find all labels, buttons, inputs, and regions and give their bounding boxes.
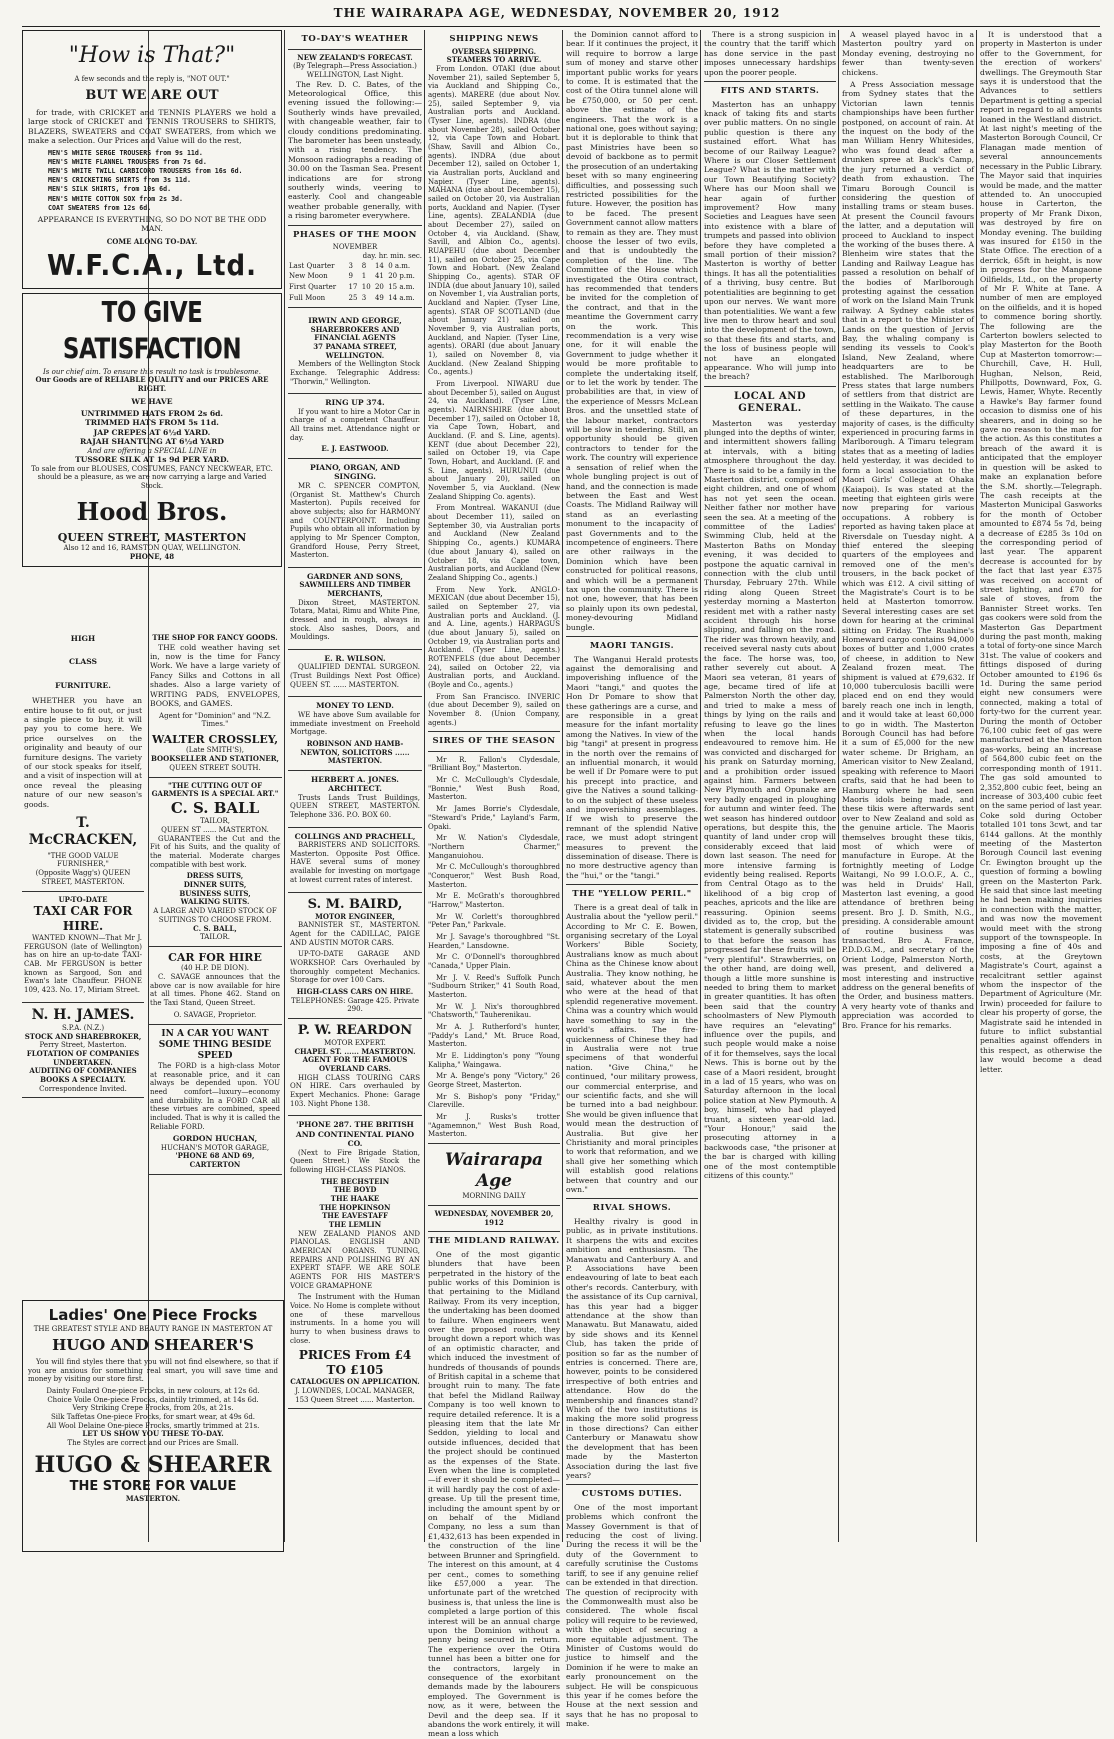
article-body: A Press Association message from Sydney states that the Victorian lawn tennis championships have been further postponed, on account of rain. At the inquest on the body of the man William Henry Whitesides, who was found dead after a drunken spree at Buck's Camp, the jury returned a verdict of death from exhaustion. The Timaru Borough Council is considering the question of installing trams or steam buses. At present the Council favours the latter, and a deputation will proceed to Auckland to inspect the working of the buses there. A Blenheim wire states that the Landing and Railway League has passed a resolution on behalf of the bodies of Marlborough protesting against the cessation of work on the Island Main Trunk railway. A Sydney cable states that in a report to the Minister of Lands on the question of Jervis Bay, the whaling company is sending its vessels to Cook's Island, New Zealand, where headquarters are to be established. The Marlborough Press states that large numbers of settlers from that district are settling in the Waikato. The cause of these departures, in the majority of cases, is the difficulty experienced in procuring farms in Marlborough. A Timaru telegram states that as a meeting of ladies held yesterday, it was decided to form a local association to the Maori Girls' College at Ohaka (Kaiapoi). Is was stated at the meeting that eighteen girls were now preparing for various occupations. A robbery is reported as having taken place at Riversdale on Tuesday night. A thief entered the sleeping quarters of the employees and removed one of the men's trousers, in the back pocket of which was £12. A civil sitting of the Magistrate's Court is to be held at Masterton tomorrow. Several interesting cases are set down for hearing at the criminal sitting on Friday. The Ruahine's Homeward cargo contains 94,000 boxes of butter and 1,000 crates of cheese, in addition to New Zealand frozen meat. The shipment is valued at £79,632. If 10,000 tuberculosis bacilli were placed end on end they would barely reach one inch in length, and it would take at least 60,000 to go in width. The Masterton Borough Council has had before it a sum of £5,000 for the new water scheme. Dr Brigham, an American visitor to New Zealand, speaking with reference to Maori crafts, said that he had been to Hamburg where he had seen Maoris idols being made, and these tikis were afterwards sent over to New Zealand and sold as the genuine article. The Maoris themselves brought these tikis, most of which were of manufacture in Europe. At the fortnightly meeting of Lodge Waitangi, No 99 I.O.O.F., A. C., was held in Druids' Hall, Masterton last evening, a good attendance of brethren being present. Bro J. D. Smith, N.G., presiding. A considerable amount of routine business was transacted. Bro A. France, P.D.D.G.M., and secretary of the Orient Lodge, Palmerston North, was present, and delivered a most interesting and instructive address on the general benefits of the Order, and business matters. A very hearty vote of thanks and appreciation was accorded to Bro. France for his remarks. (842, 80, 974, 1030)
ad-line: QUEEN STREET SOUTH. (169, 763, 261, 772)
ad-line: HIGH (70, 634, 96, 643)
ad-title: N. H. JAMES. (31, 1006, 135, 1023)
ad-line: DINNER SUITS, (183, 880, 247, 890)
column-2-lower (148, 630, 282, 1175)
ad-body: WANTED KNOWN—That Mr J. FERGUSON (late of Wellington) has on hire an up-to-date TAXI-CAB. Mr FERGUSON is better known as Sargood, Son and Ewan's late Chauffeur. PHONE 109, 423. No. 17, Miriam Street. (24, 933, 142, 994)
ad-body: HIGH CLASS TOURING CARS ON HIRE. Cars overhauled by Expert Mechanics. Phone: Garage 103. Night Phone 138. (290, 1073, 420, 1108)
list-item: Mr W. J. Nix's thoroughbred "Chatsworth," Tauherenikau. (428, 1002, 560, 1020)
moon-month: NOVEMBER (332, 243, 378, 252)
list-item: MEN'S SILK SHIRTS, from 10s 6d. (48, 185, 172, 194)
ad-body: UP-TO-DATE GARAGE AND WORKSHOP. Cars Overhauled by thoroughly competent Mechanics. Storage for over 100 Cars. (290, 950, 420, 985)
ad-line: 37 PANAMA STREET, WELLINGTON. (313, 341, 397, 360)
hood-phone: PHONE, 48 (129, 551, 175, 561)
hugo-logo: HUGO AND SHEARER'S (52, 1336, 254, 1355)
ad-body: You will find styles there that you will not find elsewhere, so that if you are anxious for something real smart, you will save time and money by visiting our store first. (28, 1357, 278, 1384)
ad-line: CHAPEL ST. ...... MASTERTON. (294, 1046, 416, 1056)
ad-line: E. J. EASTWOOD. (321, 444, 389, 454)
ad-title: P. W. REARDON (297, 1023, 413, 1038)
list-item: MEN'S WHITE FLANNEL TROUSERS from 7s 6d. (48, 157, 207, 166)
ad-line: (40 H.P. DE DION). (180, 964, 250, 973)
ad-line: AGENT FOR THE FAMOUS OVERLAND CARS. (302, 1055, 408, 1074)
ad-title: IRWIN AND GEORGE, (308, 316, 402, 326)
table-row: First Quarter 17 10 20 15 a.m. (289, 282, 415, 291)
moon-table (288, 261, 422, 304)
column-rule (976, 30, 977, 1542)
mccracken-slogan: "THE GOOD VALUE FURNISHER," (47, 851, 119, 869)
column-3 (288, 30, 422, 1542)
column-5 (566, 30, 699, 1729)
piano-co-ad (288, 1116, 422, 1409)
ad-body: BANNISTER ST., MASTERTON. Agent for the CADILLAC, PAIGE AND AUSTIN MOTOR CARS. (290, 921, 420, 947)
ad-line: Correspondence Invited. (39, 1084, 127, 1093)
ad-line: Agent for "Dominion" and "N.Z. Times." (159, 711, 271, 729)
ad-line: UNTRIMMED HATS FROM 2s 6d. (80, 409, 224, 419)
satisfaction-ad (22, 293, 282, 568)
list-item: THE BOYD (333, 1185, 377, 1195)
byline: (By Telegraph—Press Association.) (293, 62, 417, 71)
ad-body: WE have above Sum available for immediate investment on Freehold Mortgage. (290, 710, 420, 737)
ad-line: The Styles are correct and our Prices are Small. (67, 1438, 239, 1447)
list-item: Dainty Foulard One-piece Frocks, in new colours, at 12s 6d. (46, 1386, 260, 1395)
wilson-ad (288, 650, 422, 697)
ad-title: Ladies' One Piece Frocks (48, 1306, 258, 1324)
ad-line: MASTERTON. (125, 1493, 181, 1503)
ad-line: TAILOR. (200, 933, 230, 942)
column-rule (838, 30, 839, 1542)
column-7 (842, 30, 974, 1542)
ad-line: Perry Street, Masterton. (39, 1041, 127, 1050)
irwin-ad (288, 312, 422, 394)
article-body: One of the most gigantic blunders that have been perpetrated in the history of the public works of this Dominion is that pertaining to the Midland Railway. From its very inception, the undertaking has been doomed to failure. When engineers went over the proposed route, they brought down a report which was of an optimistic character, and which induced the investment of hundreds of thousands of pounds of British capital in a scheme that brought ruin to many. The fate that befel the Midland Railway Company is too well known to require detailed reference. It is a pleasing item that the late Mr Seddon, yielding to local and outside influences, decided that the project should be continued as the expenses of the State. Even when the line is completed—if ever it should be completed—it will hardly pay the cost of axle-grease. Up till the present time, including the amount spent by or on behalf of the Midland Company, no less a sum than £1,432,613 has been expended in the construction of the line between Brunner and Springfield. The interest on this amount, at 4 per cent., comes to something like £57,000 a year. The unfortunate part of the wretched business is, that unless the line is completed a large portion of this interest will be an annual charge upon the Dominion without a penny being secured in return. The experience over the Otira tunnel has been a bitter one for the contractors, largely in consequence of the exorbitant demands made by the labourers employed. The Government is now, as it were, between the Devil and the deep sea. If it abandons the work entirely, it will mean a loss which (428, 1249, 560, 1739)
ad-title: C. S. BALL (170, 798, 260, 817)
ford-ad (148, 1025, 282, 1175)
ad-body: If you want to hire a Motor Car in charge of a competent Chauffeur. All trains met. Attendance night or day. (290, 407, 420, 442)
ad-line: HUCHAN'S MOTOR GARAGE, (160, 1143, 270, 1152)
fancy-goods-ad (148, 630, 282, 778)
column-4 (428, 30, 560, 1739)
article-body: Masterton was yesterday plunged into the depths of winter, and intermittent showers falling at intervals, with a biting atmosphere throughout the day. There is said to be a family in the Masterton district, composed of eight children, and one of whom has not yet seen the ocean. Neither father nor mother have seen the sea. At a meeting of the committee of the Ladies' Swimming Club, held at the Masterton Baths on Monday evening, it was decided to postpone the aquatic carnival in connection with the club until Thursday, February 27th. While riding along Queen Street yesterday morning a Masterton resident met with a rather nasty accident through his horse slipping, and falling on the road. The rider was thrown heavily, and received several nasty cuts about the face. The horse was, too, rather severely cut about. A Maori sea veteran, 81 years of age, became tired of life at Palmerston North the other day, and tried to make a mess of things by lying on the rails and refusing to leave go the lines when the local hands endeavoured to remove him. He was convicted and discharged for his prank on Saturday morning, and a prohibition order issued against him. Farmers between New Plymouth and Opunake are very badly engaged in ploughing for autumn and winter feed. The wet season has hindered outdoor operations, but despite this, the quantity of land under crop will considerably exceed that laid down last season. The need for more intensive farming is evidently being realised. Reports from Central Otago as to the likelihood of a big crop of peaches, apricots and the like are reassuring. Opinion seems divided as to, the crop, but the statement is generally subscribed to that before the season has progressed far these fruits will be "very plentiful". Strawberries, on the other hand, are doing well, though a little more sunshine is needed to bring them to market in greater quantities. It has often been said that the country schoolmasters of New Plymouth have requires an "elevating" influence over the pupils, and such people would make a noise of it for themselves, says the local News. This is borne out by the case of a Maori resident, brought in a lad of 15 years, who was on Saturday afternoon in the local police station at New Plymouth. A boy, himself, who had played truant, a sixteen year-old lad. "Your Honour," said the prosecuting attorney in a backwoods case, "the prisoner at the bar is charged with killing one of the most contemptible citizens of this county." (704, 418, 836, 1181)
baird-ad (288, 893, 422, 1020)
ad-heading: THE SHOP FOR FANCY GOODS. (152, 633, 278, 642)
reardon-ad (288, 1019, 422, 1116)
ad-line: "THE CUTTING OUT OF GARMENTS IS A SPECIAL ART." (151, 780, 279, 799)
ad-line: BUSINESS SUITS, (179, 888, 251, 898)
list-item: COAT SWEATERS from 12s 6d. (48, 203, 152, 212)
section-heading: SIRES OF THE SEASON (432, 736, 556, 747)
sub-heading: OVERSEA SHIPPING. (451, 46, 537, 56)
article-heading: LOCAL AND GENERAL. (733, 390, 807, 415)
list-item: THE LEMLIN (328, 1220, 382, 1230)
ad-line: TUSSORE SILK AT 1s 9d PER YARD. (75, 455, 229, 465)
ad-line: 'PHONE 68 AND 69, CARTERTON (175, 1151, 255, 1170)
masthead: THE WAIRARAPA AGE, WEDNESDAY, NOVEMBER 20, 1912 (333, 6, 781, 20)
ad-body: The Instrument with the Human Voice. No Home is complete without one of these marvellous instruments. In a home you will hurry to when business draws to close. (290, 1293, 420, 1345)
ad-title: CAR FOR HIRE (168, 950, 262, 964)
paper-date: WEDNESDAY, NOVEMBER 20, 1912 (434, 1208, 554, 1227)
ad-line: S.P.A. (N.Z.) (61, 1023, 105, 1032)
article-body: There is a strong suspicion in the country that the tariff which has done service in the past imposes unnecessary hardships upon the poorer people. (704, 30, 836, 77)
ad-body: WHETHER you have an entire house to fit out, or just a single piece to buy, it will pay you to come here. We price ourselves on the originality and beauty of our furniture designs. The variety of our stock speaks for itself, and a visit of inspection will at once reveal the pleasing nature of our new season's goods. (24, 696, 142, 809)
ad-line: Our Goods are of RELIABLE QUALITY and our PRICES ARE RIGHT. (35, 375, 269, 393)
ad-body: Members of the Wellington Stock Exchange. Telegraphic Address: "Thorwin," Wellington. (290, 360, 420, 386)
list-item: Mr S. Bishop's pony "Friday," Clareville. (428, 1092, 560, 1110)
column-rule (700, 30, 701, 1542)
ad-line: Is our chief aim. To ensure this result no task is troublesome. (43, 367, 261, 376)
ad-body: (Next to Fire Brigade Station, Queen Street.) We Stock the following HIGH-CLASS PIANOS. (290, 1148, 420, 1175)
article-heading: RIVAL SHOWS. (592, 1203, 672, 1214)
sub-heading: NEW ZEALAND'S FORECAST. (297, 52, 413, 62)
wfca-logo: W.F.C.A., Ltd. (46, 249, 258, 283)
column-rule (562, 30, 563, 1542)
article-body: It is understood that a property in Masterton is under offer to the Government, for the erection of workers' dwellings. The Greymouth Star says it is understood that the Advances to settlers Department is getting a special report in regard to all amounts loaned in the Westland district. At last night's meeting of the Masterton Borough Council, Cr Flanagan made mention of several announcements necessary in the Public Library. The Mayor said that inquiries would be made, and the matter attended to. An unoccupied house in Carterton, the property of Mr Frank Dixon, was destroyed by fire on Monday evening. The building was insured for £150 in the State Office. The erection of a derrick, 65ft in height, is now in progress for the Mangaone Oilfields, Ltd., on the property of Mr F. White at Tane. A number of men are employed on the oilfields, and it is hoped to commence boring shortly. The following are the Carterton bowlers selected to play Masterton for the Booth Cup at Masterton tomorrow:—Churchill, Cave, H. Hull, Hughan, Nelson, Reid, Phillpotts, Downward, Fox, G. Lewis, Hamer, Whyte. Recently a Hawke's Bay farmer found occasion to dismiss one of his shearers, and in doing so he gave no reason to the man for the action. As this constitutes a breach of the award it is anticipated that the employer in question will be asked to make an explanation before the S.M. shortly.—Telegraph. The cash receipts at the Masterton Municipal Gasworks for the month of October amounted to £874 5s 7d, being a decrease of £285 3s 10d on the corresponding period of last year. The apparent decrease is accounted for by the fact that last year £375 was received on account of street lighting, and £70 for sale of stoves, from the Bannister Street works. Ten gas cookers were sold from the Masterton Gas Department during the past month, making a total of forty-one since March 31st. The value of cookers and fittings disposed of during October amounted to £196 6s 1d. During the same period eight new consumers were connected, making a total of forty-two for the current year. During the month of October 76,100 cubic feet of gas were manufactured at the Masterton gas-works, being an increase of 564,800 cubic feet on the corresponding month of 1911. The gas sold amounted to 2,352,800 cubic feet, being an increase of 303,400 cubic feet on the same period of last year. Coke sold during October totalled 101 tons 3cwt, and tar 6144 gallons. At the monthly meeting of the Masterton Borough Council last evening Cr. Ewington brought up the question of forming a bowling green on the Masterton Park. He said that since last meeting he had been making inquiries in connection with the matter, and was now the movement would meet with the strong support of the townspeople. In imposing a fine of 40s and costs, at the Greytown Magistrate's Court, against a recalcitrant settler against whom the inspector of the Department of Agriculture (Mr. Irwin) proceeded for failure to clear his property of gorse, the Magistrate said he intended in future to inflict substantial penalties against offenders in this respect, as otherwise the law would become a dead letter. (980, 30, 1102, 1074)
column-1a-lower (22, 630, 144, 1098)
list-item: Choice Voile One-piece Frocks, daintily trimmed, at 14s 6d. (47, 1395, 259, 1404)
list-item: Mr C. McCullough's Clydesdale, "Bonnie," West Bush Road, Masterton. (428, 776, 560, 802)
list-item: Mr W. Corlett's thoroughbred "Peter Pan," Parkvale. (428, 912, 560, 930)
ball-tailor-ad (148, 778, 282, 947)
article-body: From Montreal. WAKANUI (due about December 11), sailed on September 30, via Australian ports and Auckland (New Zealand Shipping Co., agents.) KUMARA (due about January 4), sailed on October 18, via Cape town, Australian ports, and Auckland (New Zealand Shipping Co., agents.) (428, 504, 560, 582)
column-8 (980, 30, 1102, 1542)
dateline: WELLINGTON, Last Night. (306, 70, 404, 79)
list-item: Mr C. O'Donnell's thoroughbred "Canada," Upper Plain. (428, 953, 560, 970)
list-item: Mr A. J. Rutherford's hunter, "Paddy's Land," Mt. Bruce Road, Masterton. (428, 1022, 560, 1049)
car-hire-ad (148, 947, 282, 1025)
ad-line: FURNITURE. (55, 680, 111, 690)
column-rule (284, 30, 285, 1542)
ad-heading: BUT WE ARE OUT (85, 87, 219, 103)
moon-columns: day. hr. min. sec. (362, 251, 422, 260)
ad-body: BARRISTERS AND SOLICITORS. Masterton. Opposite Post Office. HAVE several sums of money available for investing on mortgage at lowest current rates of interest. (290, 841, 420, 884)
article-body: Healthy rivalry is good in public, as in private institutions. It sharpens the wits and excites ambition and enthusiasm. The Manawatu and Canterbury A. and P. Associations have been endeavouring of late to beat each other's records. Canterbury, with the assistance of its Cup carnival, has this year had a bigger attendance at the show than Manawatu. But Manawatu, aided by side shows and its Kennel Club, has taken the pride of position so far as the number of entries is concerned. There are, however, points to be considered irrespective of both entries and attendance. How do the membership and finances stand? Which of the two institutions is making the more solid progress in those directions? Can either Canterbury or Manawatu show the development that has been made by the Masterton Association during the last five years? (566, 1216, 698, 1480)
article-body: There is a great deal of talk in Australia about the "yellow peril." According to Mr C. E. Bowen, organising secretary of the Loyal Workers' Bible Society, Australians know as much about China as the Chinese know about Australia. They know nothing, he said, whatever about the men who were at the head of that splendid regenerative movement. China was a country which would have something to say in the world's affairs. The fire-quickenness of Chinese they had in Australia were not true specimens of that wonderful nation. "Give China," he continued, "our military prowess, our commercial enterprise, and our scientific facts, and she will be turned into a bad neighbour. She would be given influence that would mean the destruction of Australia. But give her Christianity and moral principles to work that reformation, and we shall give her something which will establish good relations between that country and our own." (566, 902, 698, 1194)
collings-ad (288, 828, 422, 893)
list-item: Mr J. Savage's thoroughbred "St. Hearden," Lansdowne. (428, 932, 560, 950)
ad-line: J. LOWNDES, LOCAL MANAGER, (295, 1386, 415, 1395)
ad-line: RAJAH SHANTUNG AT 6½d YARD (80, 437, 224, 447)
price-list (28, 149, 276, 212)
james-ad (22, 1003, 144, 1099)
paper-subtitle: MORNING DAILY (462, 1192, 526, 1201)
article-heading: FITS AND STARTS. (720, 86, 820, 97)
section-heading: PHASES OF THE MOON (293, 229, 417, 240)
ad-title: "How is That?" (68, 43, 236, 68)
ad-title: 'PHONE 287. THE BRITISH AND CONTINENTAL PIANO CO. (295, 1120, 415, 1149)
article-heading: THE "YELLOW PERIL." (572, 889, 692, 900)
ad-slogan: THE STORE FOR VALUE (69, 1478, 237, 1494)
ad-line: UP-TO-DATE (58, 894, 108, 904)
list-item: Mr J. V. Reed's Suffolk Punch "Sudbourn Striker," 41 South Road, Masterton. (428, 973, 560, 999)
ad-title: RING UP 374. (325, 398, 385, 408)
ad-title: E. R. WILSON. (324, 654, 386, 664)
list-item: Silk Taffetas One-piece Frocks, for smart wear, at 49s 6d. (50, 1412, 256, 1421)
list-item: Mr W. Nation's Clydesdale, "Northern Charmer," Manganuiohou. (428, 834, 560, 860)
taxi-ad (22, 892, 144, 1003)
mccracken-address: (Opposite Wagg's) QUEEN STREET, MASTERTON. (35, 869, 131, 886)
ad-body: The FORD is a high-class Motor at reasonable price, and it can always be depended upon. YOU need comfort—luxury—economy and durability. In a FORD CAR all these virtues are combined, speed included. That is why it is called the Reliable FORD. (150, 1061, 280, 1131)
hood-bros-logo: Hood Bros. (76, 496, 228, 526)
ad-title: PIANO, ORGAN, AND SINGING. (309, 463, 400, 482)
ad-line: JAP CREPES AT 6½d YARD. (93, 427, 211, 437)
hood-address-2: Also 12 and 16, RAMSTON QUAY, WELLINGTON. (63, 544, 241, 553)
ad-line: DRESS SUITS, (186, 871, 244, 881)
ad-call: COME ALONG TO-DAY. (106, 236, 198, 246)
table-row: Last Quarter 3 8 14 0 a.m. (289, 261, 411, 270)
hugo-logo-large: HUGO & SHEARER (34, 1451, 272, 1478)
ad-title: TO GIVE SATISFACTION (62, 296, 242, 365)
ad-slogan: APPEARANCE IS EVERYTHING, SO DO NOT BE THE ODD MAN. (37, 214, 267, 234)
ad-line: C. S. BALL, (193, 923, 237, 933)
ad-line: QUEEN ST ...... MASTERTON. (161, 826, 269, 835)
ad-line: And are offering a SPECIAL LINE in (87, 446, 217, 455)
ad-line: WALKING SUITS. (180, 897, 250, 907)
ad-line: TAILOR, (200, 817, 230, 826)
list-item: MEN'S CRICKETING SHIRTS from 3s 11d. (48, 176, 191, 185)
article-heading: MAORI TANGIS. (589, 641, 675, 651)
ring-up-ad (288, 394, 422, 459)
ad-line: (Late SMITH'S), (186, 746, 244, 755)
ad-line: AUDITING OF COMPANIES BOOKS A SPECIALTY. (29, 1066, 137, 1085)
table-row: Full Moon 25 3 49 14 a.m. (289, 293, 415, 302)
furniture-ad (22, 630, 144, 892)
ad-line: LET US SHOW YOU THESE TO-DAY. (82, 1429, 224, 1439)
piano-ad (288, 459, 422, 568)
sires-list (428, 756, 560, 1139)
mccracken-name: T. McCRACKEN, (28, 815, 138, 849)
article-heading: CUSTOMS DUTIES. (581, 1489, 683, 1500)
ad-line: BOOKSELLER AND STATIONER, (151, 754, 279, 764)
how-is-that-ad (22, 30, 282, 289)
ad-line: SAWMILLERS AND TIMBER MERCHANTS, (299, 580, 411, 599)
list-item: THE EAVESTAFF (322, 1211, 388, 1221)
ad-line: TRIMMED HATS FROM 5s 11d. (85, 418, 219, 428)
frocks-ad (22, 1300, 284, 1552)
ad-line: CATALOGUES ON APPLICATION. (290, 1377, 420, 1387)
list-item: THE BECHSTEIN (320, 1176, 390, 1186)
ad-line: 153 Queen Street ...... Masterton. (295, 1395, 415, 1404)
section-heading: SHIPPING NEWS (449, 34, 539, 44)
ad-line: A LARGE AND VARIED STOCK OF SUITINGS TO CHOOSE FROM. (153, 907, 277, 924)
ad-title: TAXI CAR FOR HIRE. (33, 904, 133, 934)
article-body: From New York. ANGLO-MEXICAN (due about December 15), sailed on September 27, via Australian ports and Auckland. (J. and A. Line, agents.) HARPAGUS (due about January 5), sailed on October 19, via Australian ports and Auckland. (Tyser Line, agents.) ROTENFELS (due about December 24), sailed on October 22, via Australian ports, and Auckland. (Boyle and Co., agents.) (428, 585, 560, 689)
ad-line: GORDON HUCHAN, (172, 1134, 258, 1144)
column-rule (424, 30, 425, 1542)
ad-body: GUARANTEES the Cut and the Fit of his Suits, and the quality of the material. Moderate charges compatible with best work. (150, 834, 280, 869)
ad-title: HERBERT A. JONES. ARCHITECT. (311, 774, 399, 794)
column-1 (22, 30, 282, 1542)
ad-title: IN A CAR YOU WANT SOME THING BESIDE SPEED (158, 1028, 272, 1061)
ad-title: GARDNER AND SONS, (307, 571, 403, 581)
ad-subtitle: A few seconds and the reply is, "NOT OUT." (74, 75, 230, 84)
list-item: Mr James Borrie's Clydesdale, "Steward's Pride," Layland's Farm, Opaki. (428, 805, 560, 831)
ad-line: To sale from our BLOUSES, COSTUMES, FANCY NECKWEAR, ETC. should be a pleasure, as we are now carrying a large and Varied Stock. (31, 464, 273, 491)
ad-line: ROBINSON AND HAMB-NEWTON, SOLICITORS ...... MASTERTON. (300, 738, 410, 766)
article-body: One of the most important problems which confront the Massey Government is that of reducing the cost of living. During the recess it will be the duty of the Government to carefully scrutinise the Customs tariff, to see if any genuine relief can be extended in that direction. The question of reciprocity with the Commonwealth must also be considered. The whole fiscal policy will require to be reviewed, with the object of securing a more equitable adjustment. The Minister of Customs would do justice to himself and the Dominion if he were to make an early pronouncement on the subject. He will be conspicuous this year if he comes before the House at the next session and says that he has no proposal to make. (566, 1502, 698, 1729)
ad-line: MOTOR ENGINEER, (315, 911, 395, 921)
article-body: From London. OTAKI (due about November 21), sailed September 5, via Auckland and Shipping Co., agents). MARERE (due about Nov. 25), sailed September 9, via Australian ports and Auckland. (Tyser Line, agents). INDRA (due about November 28), sailed October 12, via Cape Town and Hobart. (Shaw, Savill and Albion Co., agents). INDRA (due about December 12), sailed on October 1, via Australian ports, Auckland and Napier. (Tyser Line, agents). MAHANA (due about December 15), sailed on October 20, via Australian ports, Auckland and Napier. (Tyser Line, agents). ZEALANDIA (due about December 27), sailed on October 4, via Auckland. (Shaw, Savill, and Albion Co., agents). RUAPEHU (due about December 11), sailed on October 25, via Cape Town and Hobart. (New Zealand Shipping Co., agents). STAR OF INDIA (due about January 10), sailed on November 1, via Australian ports, Auckland and Napier. (Tyser Line, agents). STAR OF SCOTLAND (due about January 21) sailed on November 9, via Australian ports, Auckland, and Napier. (Tyser Line, agents). ORARI (due about January 1), sailed on November 8, via Auckland. (New Zealand Shipping Co., agents.) (428, 64, 560, 377)
article-body: A weasel played havoc in a Masterton poultry yard on Monday evening, destroying no fewer than twenty-seven chickens. (842, 30, 974, 77)
ad-body: Dixon Street, MASTERTON. Totara, Matai, Rimu and White Pine, dressed and in rough, always in stock. Also sashes, Doors, and Mouldings. (290, 598, 420, 642)
list-item: THE HAAKE (330, 1194, 380, 1204)
article-body: The Rev. D. C. Bates, of the Meteorological Office, this evening issued the following:— Southerly winds have prevailed, with changeable weather, fair to cloudy conditions predominating. The barometer has been unsteady, with a rising tendency. The Monsoon radiographs a reading of 30.00 on the Tasman Sea. Present indications are for strong southerly winds, veering to easterly. Cool and changeable weather probable generally, with a rising barometer everywhere. (288, 79, 422, 221)
list-item: Very Striking Crepe Frocks, from 20s, at 21s. (72, 1404, 234, 1413)
ad-body: NEW ZEALAND PIANOS AND PIANOLAS. ENGLISH AND AMERICAN ORGANS. TUNING, REPAIRS AND POLISHING BY AN EXPERT STAFF. WE ARE SOLE AGENTS FOR HIS MASTER'S VOICE GRAMAPHONE (290, 1229, 420, 1290)
ad-title: MONEY TO LEND. (316, 701, 394, 711)
ad-line: STOCK AND SHAREBROKER, (24, 1031, 142, 1041)
ad-line: CLASS (68, 657, 98, 667)
sub-heading: STEAMERS TO ARRIVE. (446, 55, 542, 65)
list-item: Mr E. Liddington's pony "Young Kalipha," Waingawa. (428, 1051, 560, 1069)
ad-body: Trusts Lands Trust Buildings, QUEEN STREET, MASTERTON. Telephone 336. P.O. BOX 60. (290, 793, 420, 820)
ad-line: HIGH-CLASS CARS ON HIRE. (296, 986, 414, 996)
ad-line: TELEPHONES: Garage 425. Private 290. (290, 996, 420, 1014)
ad-line: FLOTATION OF COMPANIES UNDERTAKEN. (26, 1049, 140, 1067)
ad-line: PRICES From £4 TO £105 (298, 1348, 412, 1378)
section-heading: TO-DAY'S WEATHER (301, 34, 409, 44)
column-6 (704, 30, 836, 1542)
ad-body: C. SAVAGE announces that the above car is now available for hire at all times. Phone 462. Stand on the Taxi Stand, Queen Street. (150, 973, 280, 1008)
ad-body: MR C. SPENCER COMPTON, (Organist St. Matthew's Church Masterton). Pupils received for above subjects; also for HARMONY and COUNTERPOINT. Including Pupils who obtain all information by applying to Mr Spencer Compton, Grandford House, Perry Street, Masterton. (290, 481, 420, 560)
paper-nameplate: Wairarapa Age (445, 1150, 543, 1192)
list-item: MEN'S WHITE TWILL CARBICORD TROUSERS from 16s 6d. (48, 167, 243, 176)
article-body: From Liverpool. NIWARU due about December 5), sailed on August 24, via Auckland). (Tyser Line, agents). NAIRNSHIRE (due about December 17), sailed on October 18, via Cape Town, Hobart, and Auckland. (F. and S. Line, agents). KENT (due about December 22), sailed on October 19, via Cape Town, Hobart, and Auckland. (F. and S. Line, agents). HURUNUI (due about January 20), sailed on November 5, via Auckland. (New Zealand Shipping Co. agents). (428, 380, 560, 501)
table-row: New Moon 9 1 41 20 p.m. (289, 272, 415, 281)
article-body: Masterton has an unhappy knack of taking fits and starts over public matters. On no single public question is there any sustained effort. What has become of our Railway League? Where is our Closer Settlement League? What is the matter with our Town Beautifying Society? Where has our Moon shall we hear again of further improvement? How many Societies and Leagues have seen into existence with a blare of trumpets and passed into oblivion before they have completed a small portion of their mission? Masterton is worthy of better things. It has all the potentialities of a thriving, busy centre. But potentialities are beginning to get upon our nerves. We want more than potentialities. We want a few live men to throw heart and soul into the development of the town, so that these fits and starts, and the loss of business people will not have an elongated appearance. Who will jump into the breach? (704, 99, 836, 382)
article-body: The Wanganui Herald protests against the demoralising and impoverishing influence of the Maori "tangi," and quotes the Hon Dr Pomare to show that these gatherings are a curse, and are responsible in a great measure for the infant mortality among the Natives. In view of the big "tangi" at present in progress in the north over the remains of an influential monarch, it would be well if Dr Pomare were to put his precept into practice, and give the Natives a sound talking-to on the subject of these useless and impoverishing assemblages. If we wish to preserve the remnant of the splendid Native race, we must adopt stringent measures to prevent the dissemination of disease. There is no more destructive agency than the "hui," or the "tangi." (566, 654, 698, 880)
ad-body: QUALIFIED DENTAL SURGEON. (Trust Buildings Next Post Office) QUEEN ST. ...... MASTERTON. (290, 663, 420, 689)
ad-body: THE cold weather having set in, now is the time for Fancy Work. We have a large variety of Fancy Silks and Cottons in all shades. Also a large variety of WRITING PADS, ENVELOPES, BOOKS, and GAMES. (150, 642, 280, 709)
list-item: Mr E. McGrath's thoroughbred "Harrow," Masterton. (428, 892, 560, 909)
list-item: Mr R. Fallon's Clydesdale, "Brilliant Boy," Masterton. (428, 755, 560, 773)
masthead-rule (22, 26, 1100, 27)
ad-line: WE HAVE (131, 396, 173, 406)
list-item: THE HOPKINSON (319, 1202, 391, 1212)
list-item: All Wool Delaine One-piece Frocks, smartly trimmed at 21s. (46, 1421, 260, 1430)
list-item: MEN'S WHITE COTTON SOX from 2s 3d. (48, 194, 183, 203)
hood-address: QUEEN STREET, MASTERTON (57, 530, 247, 544)
article-body: From San Francisco. INVERIC (due about December 9), sailed on November 8. (Union Company, agents.) (428, 692, 560, 727)
list-item: Mr A. Benge's pony "Victory," 26 George Street, Masterton. (428, 1072, 560, 1089)
article-body: the Dominion cannot afford to bear. If it continues the project, it will require to borrow a large sum of money and starve other important public works for years to come. It is estimated that the cost of the Otira tunnel alone will be £750,000, or 50 per cent. above the estimate of the engineers. That the work is a national one, goes without saying; but it is deplorable to think that past Ministries have been so devoid of backbone as to permit the prosecution of an undertaking beset with so many engineering difficulties, and possessing such restricted possibilities for the future. However, the position has to be faced. The present Government cannot allow matters to remain as they are. They must choose the lesser of two evils, and that is undoubtedly the completion of the line. The Committee of the House which investigated the Otira contract, has recommended that tenders be invited for the completion of the contract, and that in the meantime the Government carry on the work. This recommendation is a very wise one, for it will enable the Government to judge whether it would be more profitable to complete the undertaking itself, or to let the work by tender. The probabilities are that, in view of the experience of Messrs McLean Bros. and the unsettled state of the labour market, contractors will be slow in tendering. Still, an opportunity should be given contractors to tender for the work. The country will experience a sensation of relief when the whole bungling project is out of hand, and the connection is made between the East and West Coasts. The Midland Railway will stand as an everlasting monument to the incapacity of past Governments and to the incompetence of engineers. There are other railways in the Dominion which have been constructed for political reasons, and which will be a permanent tax upon the community. There is not one, however, that has been so plainly upon its own pedestal, money-devouring Midland bungle. (566, 30, 699, 632)
ad-line: MOTOR EXPERT. (324, 1039, 386, 1048)
list-item: MEN'S WHITE SERGE TROUSERS from 9s 11d. (48, 148, 203, 157)
gardner-ad (288, 568, 422, 650)
ad-title: S. M. BAIRD, (307, 896, 403, 912)
jones-ad (288, 771, 422, 828)
ad-title: WALTER CROSSLEY, (151, 732, 279, 746)
ad-body: for trade, with CRICKET and TENNIS PLAYERS we hold a large stock of CRICKET and TENNIS TROUSERS to SHIRTS, BLAZERS, SWEATERS and COAT SWEATERS, from which we make a selection. Our Prices and Value will do the rest, (28, 108, 276, 146)
list-item: Mr J. Rusks's trotter "Agamemnon," West Bush Road, Masterton. (428, 1112, 560, 1139)
ad-line: SHAREBROKERS AND FINANCIAL AGENTS (310, 324, 400, 343)
ad-subtitle: THE GREATEST STYLE AND BEAUTY RANGE IN MASTERTON AT (33, 1324, 273, 1333)
article-heading: THE MIDLAND RAILWAY. (428, 1236, 560, 1247)
money-ad (288, 697, 422, 770)
ad-title: COLLINGS AND PRACHELL, (294, 831, 416, 841)
list-item: Mr C. McCullough's thoroughbred "Conqueror," West Bush Road, Masterton. (428, 863, 560, 889)
ad-line: O. SAVAGE, Proprietor. (173, 1010, 257, 1019)
